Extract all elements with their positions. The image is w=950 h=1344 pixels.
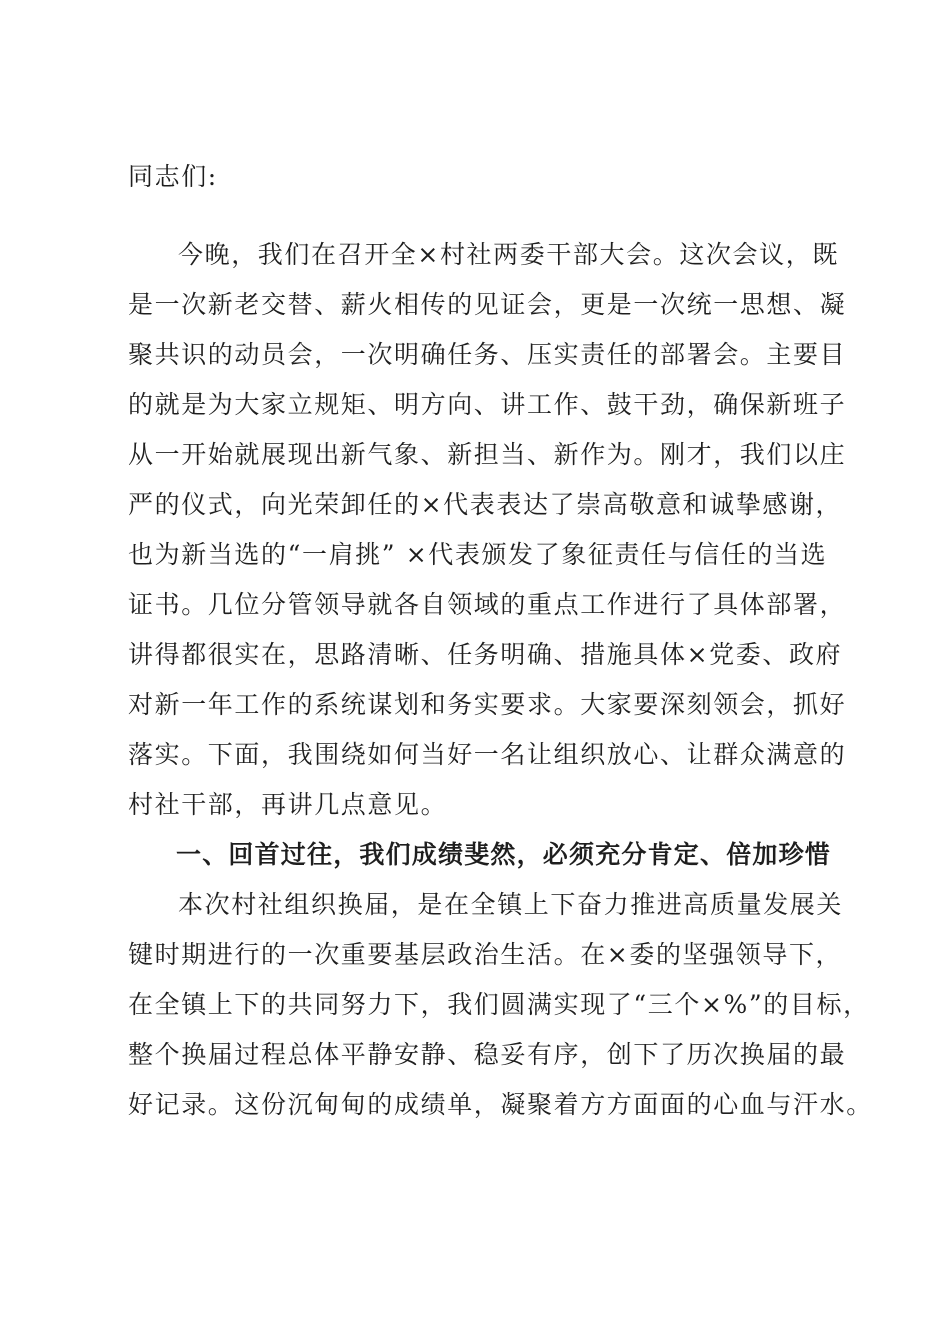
paragraph-line: 从一开始就展现出新气象、新担当、新作为。刚才，我们以庄 xyxy=(128,440,847,469)
paragraph-line: 在全镇上下的共同努力下，我们圆满实现了“三个×%”的目标， xyxy=(128,990,870,1019)
paragraph-line: 的就是为大家立规矩、明方向、讲工作、鼓干劲，确保新班子 xyxy=(128,390,847,419)
paragraph-line: 聚共识的动员会，一次明确任务、压实责任的部署会。主要目 xyxy=(128,340,847,369)
section-heading: 一、回首过往，我们成绩斐然，必须充分肯定、倍加珍惜 xyxy=(176,840,832,869)
paragraph-line: 落实。下面，我围绕如何当好一名让组织放心、让群众满意的 xyxy=(128,740,847,769)
paragraph-line: 严的仪式，向光荣卸任的×代表表达了崇高敬意和诚挚感谢， xyxy=(128,490,843,519)
paragraph-line: 是一次新老交替、薪火相传的见证会，更是一次统一思想、凝 xyxy=(128,290,847,319)
paragraph-line: 本次村社组织换届，是在全镇上下奋力推进高质量发展关 xyxy=(178,890,844,919)
paragraph-line: 对新一年工作的系统谋划和务实要求。大家要深刻领会，抓好 xyxy=(128,690,847,719)
paragraph-line: 今晚，我们在召开全×村社两委干部大会。这次会议，既 xyxy=(178,240,839,269)
salutation: 同志们: xyxy=(128,162,218,191)
paragraph-line: 也为新当选的“一肩挑” ×代表颁发了象征责任与信任的当选 xyxy=(128,540,828,569)
paragraph-line: 村社干部，再讲几点意见。 xyxy=(128,790,448,819)
paragraph-line: 讲得都很实在，思路清晰、任务明确、措施具体×党委、政府 xyxy=(128,640,843,669)
paragraph-line: 好记录。这份沉甸甸的成绩单，凝聚着方方面面的心血与汗水。 xyxy=(128,1090,873,1119)
paragraph-line: 证书。几位分管领导就各自领域的重点工作进行了具体部署， xyxy=(128,590,847,619)
paragraph-line: 键时期进行的一次重要基层政治生活。在×委的坚强领导下， xyxy=(128,940,843,969)
paragraph-line: 整个换届过程总体平静安静、稳妥有序，创下了历次换届的最 xyxy=(128,1040,847,1069)
